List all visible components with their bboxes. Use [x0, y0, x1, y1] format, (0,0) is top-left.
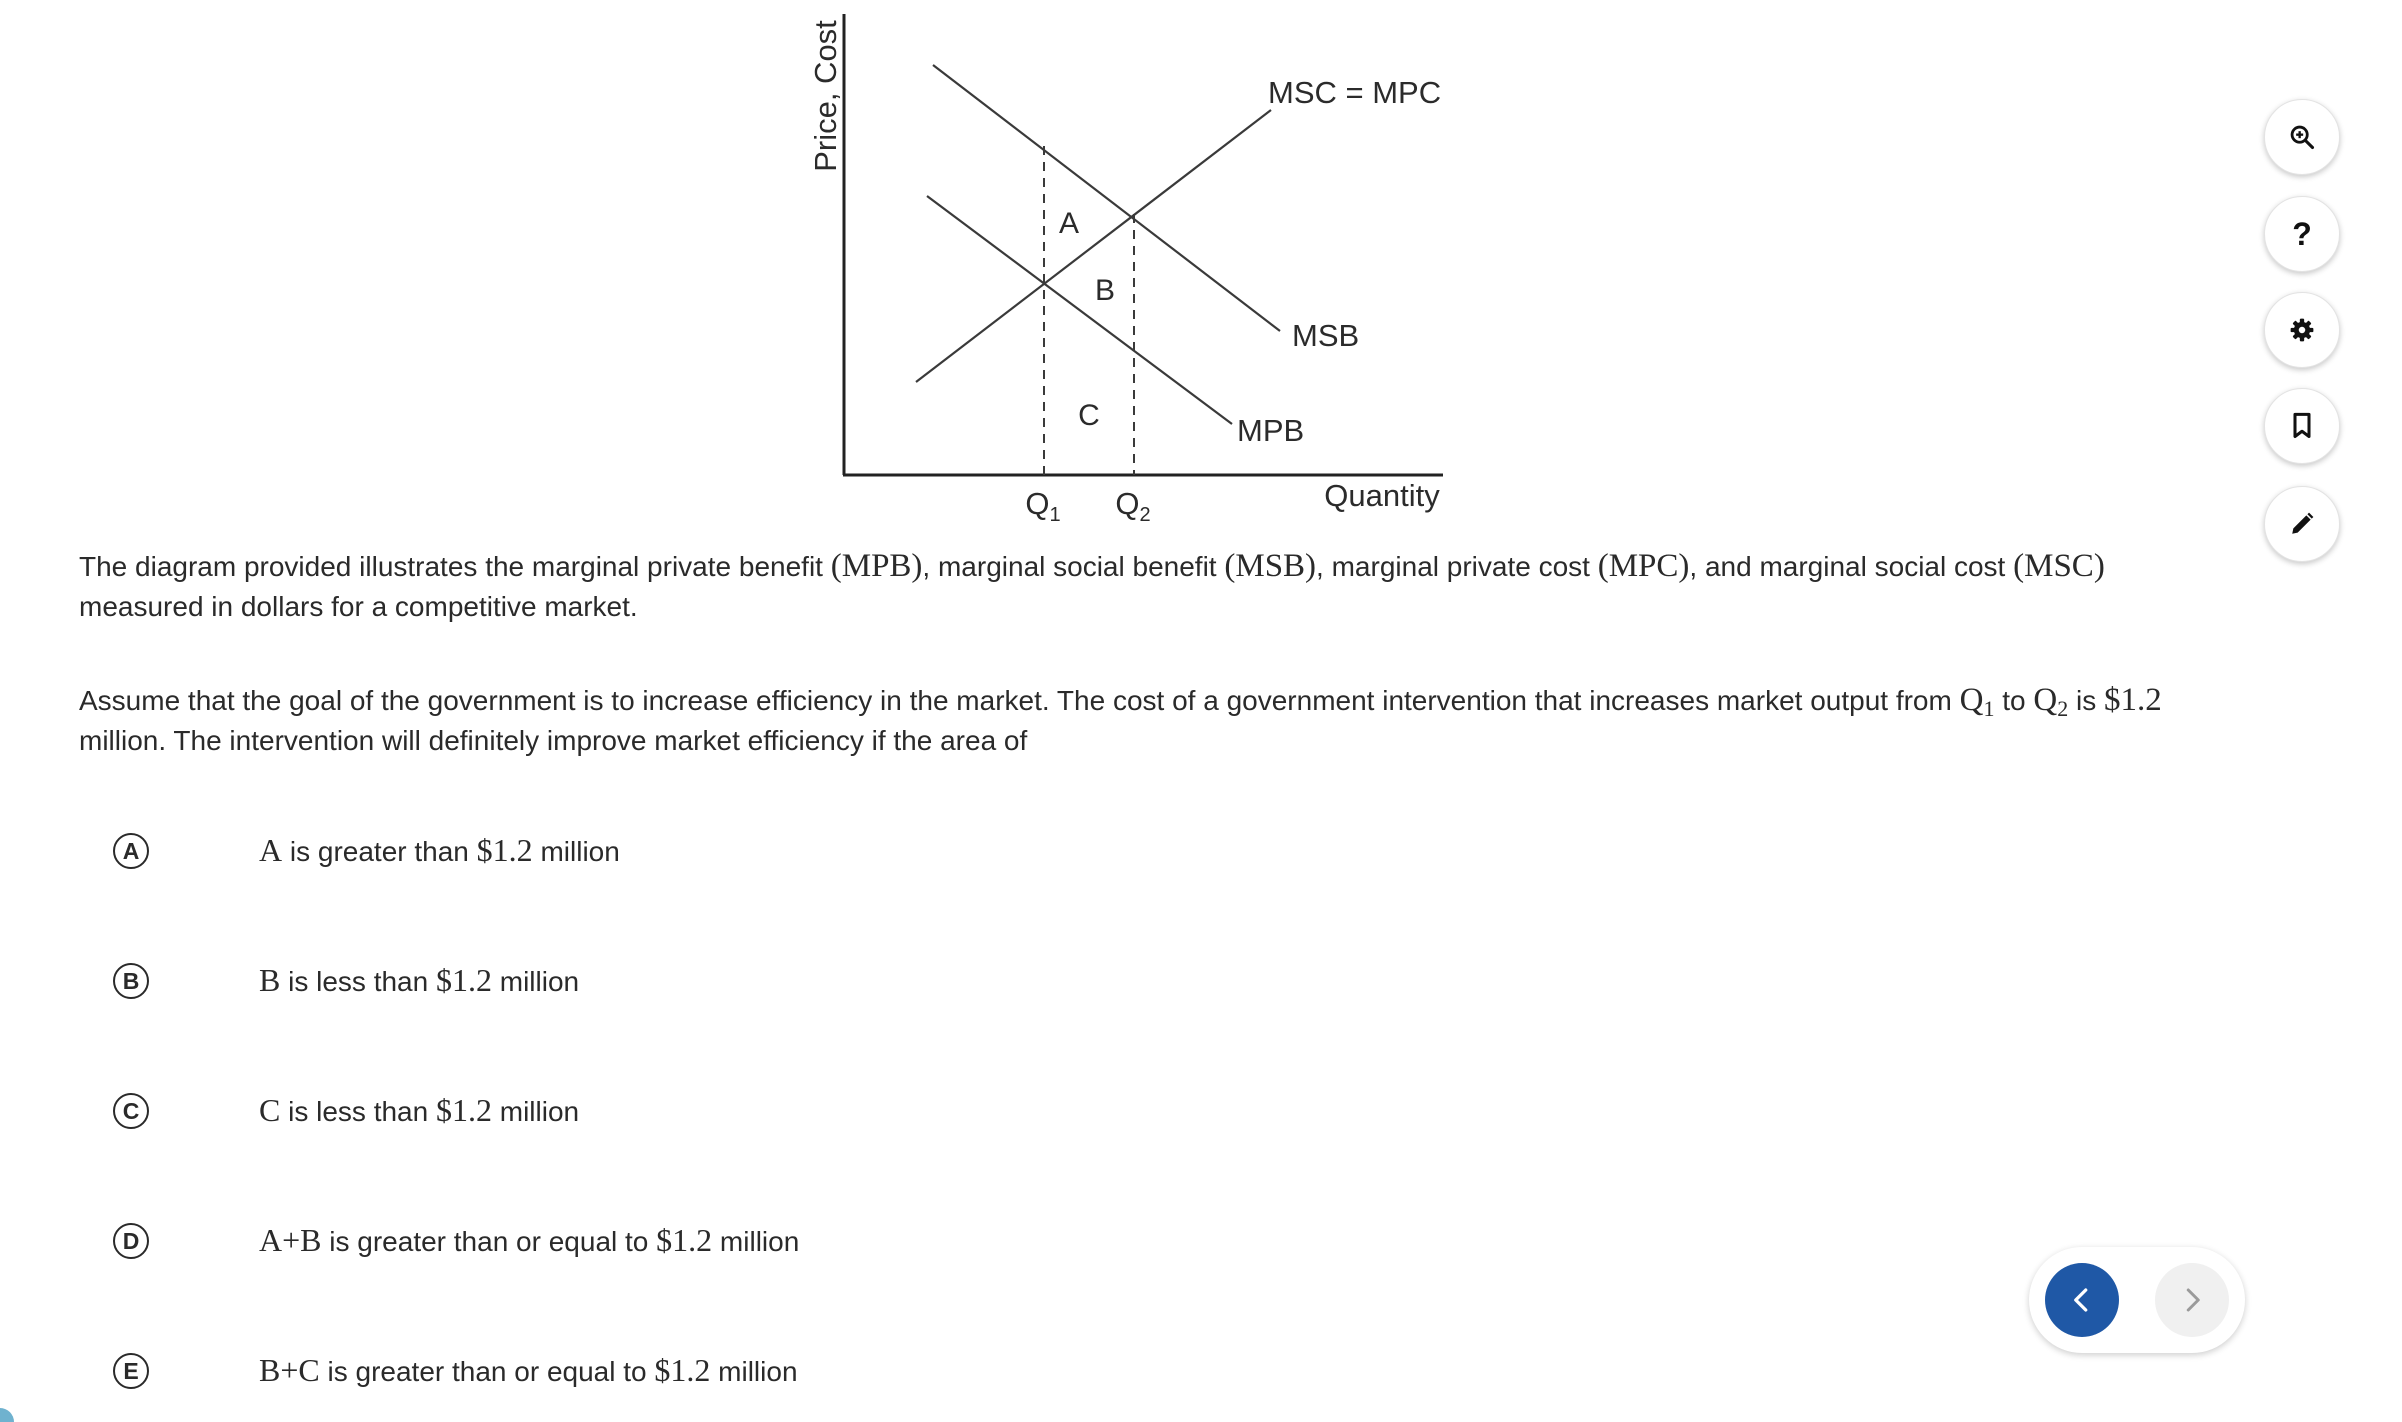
- choice-b[interactable]: [113, 942, 1513, 1072]
- diagram-svg: [790, 8, 1490, 528]
- help-button[interactable]: [2264, 196, 2340, 272]
- bookmark-button[interactable]: [2264, 388, 2340, 464]
- question-navigation: [2029, 1247, 2245, 1353]
- choice-letter-badge[interactable]: B: [113, 963, 149, 999]
- stem-text: , marginal social benefit: [922, 551, 1225, 582]
- msb-label: MSB: [1292, 318, 1360, 353]
- mpb-curve: [927, 196, 1232, 424]
- stem-paragraph-1: [79, 546, 2169, 627]
- bookmark-icon: [2290, 412, 2314, 440]
- choice-d[interactable]: [113, 1202, 1513, 1332]
- msc-mpc-curve: [916, 110, 1271, 382]
- choice-letter-badge[interactable]: E: [113, 1353, 149, 1389]
- stem-text: The diagram provided illustrates the marginal private benefit: [79, 551, 831, 582]
- stem-paragraph-2: [79, 680, 2169, 761]
- stem-text: to: [1994, 685, 2034, 716]
- choice-text[interactable]: B+C is greater than or equal to $1.2 million: [259, 1352, 798, 1388]
- math-q2: $Q_2$: [2033, 682, 2069, 721]
- choice-text[interactable]: B is less than $1.2 million: [259, 962, 580, 998]
- zoom-in-icon: [2288, 123, 2316, 151]
- help-icon: ?: [2292, 215, 2312, 252]
- question-stem-intro: [79, 546, 2169, 627]
- q2-tick-label: $Q_2$: [1115, 486, 1151, 526]
- choice-letter-badge[interactable]: D: [113, 1223, 149, 1259]
- area-b-label: B: [1094, 274, 1116, 307]
- chevron-left-icon: [2067, 1285, 2097, 1315]
- previous-button[interactable]: [2045, 1263, 2119, 1337]
- q1-tick-label: $Q_1$: [1025, 486, 1061, 526]
- choice-c[interactable]: [113, 1072, 1513, 1202]
- math-q1: $Q_1$: [1959, 682, 1995, 721]
- zoom-in-button[interactable]: [2264, 99, 2340, 175]
- y-axis-label: Price, Cost: [808, 20, 843, 172]
- stem-text: measured in dollars for a competitive market.: [79, 591, 638, 622]
- annotate-button[interactable]: [2264, 486, 2340, 562]
- math-msc: (MSC): [2013, 548, 2105, 584]
- stem-text: Assume that the goal of the government is to increase efficiency in the market. The cost of a government intervention that increases market output from: [79, 685, 1960, 716]
- settings-icon: [2289, 317, 2315, 343]
- math-mpc: (MPC): [1597, 548, 1690, 584]
- math-msb: (MSB): [1224, 548, 1317, 584]
- choice-a[interactable]: [113, 812, 1513, 942]
- answer-choices: [113, 812, 1513, 1422]
- stem-text: , and marginal social cost: [1689, 551, 2014, 582]
- area-c-label: C: [1078, 399, 1100, 432]
- stem-text: is: [2068, 685, 2104, 716]
- choice-e[interactable]: [113, 1332, 1513, 1422]
- stem-text: , marginal private cost: [1316, 551, 1598, 582]
- math-cost: $1.2: [2104, 682, 2162, 718]
- corner-accent: [0, 1408, 14, 1422]
- msc-mpc-label: MSC = MPC: [1268, 75, 1442, 110]
- externality-diagram: [790, 8, 1490, 528]
- choice-letter-badge[interactable]: C: [113, 1093, 149, 1129]
- settings-button[interactable]: [2264, 292, 2340, 368]
- choice-text[interactable]: A is greater than $1.2 million: [259, 832, 620, 868]
- choice-text[interactable]: C is less than $1.2 million: [259, 1092, 580, 1128]
- pencil-icon: [2289, 511, 2315, 537]
- math-mpb: (MPB): [830, 548, 923, 584]
- area-a-label: A: [1058, 207, 1080, 240]
- stem-text: million. The intervention will definitely improve market efficiency if the area of: [79, 725, 1028, 756]
- chevron-right-icon: [2177, 1285, 2207, 1315]
- choice-letter-badge[interactable]: A: [113, 833, 149, 869]
- choice-text[interactable]: A+B is greater than or equal to $1.2 million: [259, 1222, 800, 1258]
- next-button[interactable]: [2155, 1263, 2229, 1337]
- mpb-label: MPB: [1237, 413, 1305, 448]
- x-axis-label: Quantity: [1324, 478, 1440, 513]
- question-stem-prompt: [79, 680, 2169, 761]
